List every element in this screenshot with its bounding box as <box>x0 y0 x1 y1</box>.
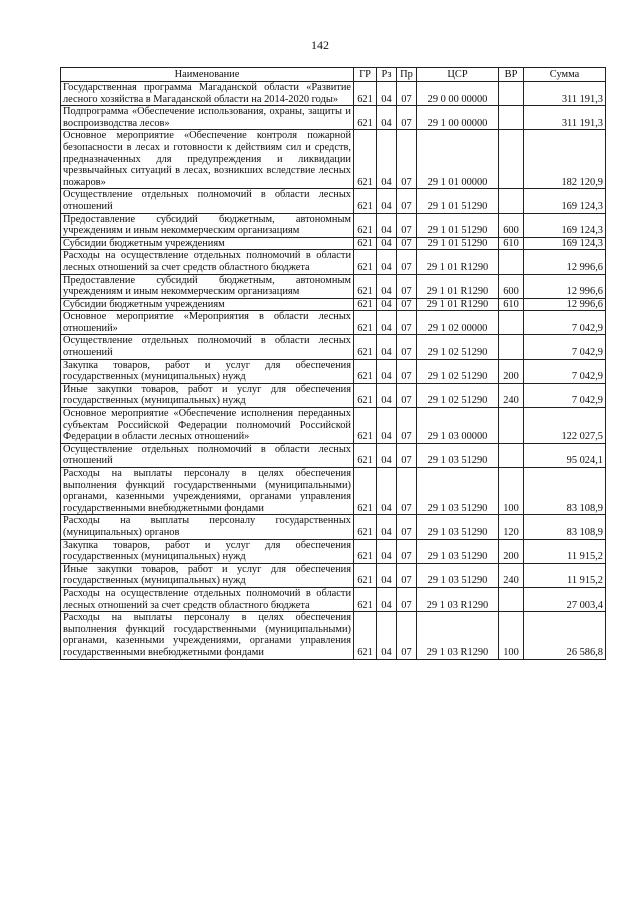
cell-sum: 7 042,9 <box>524 311 606 335</box>
cell-rz: 04 <box>377 612 397 659</box>
cell-gr: 621 <box>354 383 377 407</box>
cell-sum: 12 996,6 <box>524 250 606 274</box>
cell-csr: 29 1 01 51290 <box>417 213 499 237</box>
cell-rz: 04 <box>377 383 397 407</box>
cell-gr: 621 <box>354 250 377 274</box>
table-row <box>61 213 606 237</box>
cell-csr: 29 1 01 R1290 <box>417 250 499 274</box>
cell-vr: 100 <box>499 612 524 659</box>
cell-sum: 12 996,6 <box>524 274 606 298</box>
table-row <box>61 237 606 250</box>
table-header <box>61 68 606 82</box>
cell-pr: 07 <box>397 274 417 298</box>
header-name: Наименование <box>61 68 354 82</box>
cell-rz: 04 <box>377 213 397 237</box>
budget-table <box>60 67 606 660</box>
table-row <box>61 250 606 274</box>
cell-csr: 29 1 02 51290 <box>417 335 499 359</box>
cell-rz: 04 <box>377 298 397 311</box>
cell-sum: 169 124,3 <box>524 213 606 237</box>
cell-name: Закупка товаров, работ и услуг для обеспечения государственных (муниципальных) нужд <box>61 359 354 383</box>
cell-rz: 04 <box>377 335 397 359</box>
cell-gr: 621 <box>354 515 377 539</box>
cell-pr: 07 <box>397 468 417 515</box>
cell-pr: 07 <box>397 298 417 311</box>
cell-name: Основное мероприятие «Обеспечение исполнения переданных субъектам Российской Федерации полномочий Российской Федерации в области лесных отношений» <box>61 408 354 444</box>
table-row <box>61 130 606 189</box>
cell-name: Расходы на выплаты персоналу в целях обеспечения выполнения функций государственными (муниципальными) органами, казенными учреждениями, органами управления государственными внебюджетными фондами <box>61 612 354 659</box>
cell-pr: 07 <box>397 82 417 106</box>
cell-name: Подпрограмма «Обеспечение использования, охраны, защиты и воспроизводства лесов» <box>61 106 354 130</box>
cell-name: Иные закупки товаров, работ и услуг для обеспечения государственных (муниципальных) нужд <box>61 563 354 587</box>
cell-csr: 29 1 01 51290 <box>417 189 499 213</box>
cell-csr: 29 1 03 00000 <box>417 408 499 444</box>
cell-csr: 29 1 01 51290 <box>417 237 499 250</box>
cell-name: Расходы на осуществление отдельных полномочий в области лесных отношений за счет средств областного бюджета <box>61 250 354 274</box>
cell-name: Расходы на выплаты персоналу государственных (муниципальных) органов <box>61 515 354 539</box>
cell-vr <box>499 408 524 444</box>
cell-pr: 07 <box>397 213 417 237</box>
cell-vr: 600 <box>499 213 524 237</box>
cell-csr: 29 1 01 R1290 <box>417 298 499 311</box>
cell-sum: 311 191,3 <box>524 106 606 130</box>
table-row <box>61 383 606 407</box>
cell-pr: 07 <box>397 443 417 467</box>
cell-rz: 04 <box>377 563 397 587</box>
cell-gr: 621 <box>354 274 377 298</box>
cell-csr: 29 1 03 51290 <box>417 515 499 539</box>
table-row <box>61 443 606 467</box>
cell-rz: 04 <box>377 130 397 189</box>
cell-vr: 240 <box>499 383 524 407</box>
table-row <box>61 189 606 213</box>
cell-csr: 29 1 02 51290 <box>417 359 499 383</box>
cell-vr <box>499 189 524 213</box>
header-row <box>61 68 606 82</box>
cell-name: Государственная программа Магаданской области «Развитие лесного хозяйства в Магаданской области на 2014-2020 годы» <box>61 82 354 106</box>
cell-rz: 04 <box>377 189 397 213</box>
cell-gr: 621 <box>354 408 377 444</box>
cell-name: Основное мероприятие «Мероприятия в области лесных отношений» <box>61 311 354 335</box>
table-body <box>61 82 606 660</box>
table-row <box>61 274 606 298</box>
cell-vr: 200 <box>499 539 524 563</box>
cell-gr: 621 <box>354 311 377 335</box>
cell-vr <box>499 82 524 106</box>
cell-pr: 07 <box>397 237 417 250</box>
cell-csr: 29 1 03 51290 <box>417 468 499 515</box>
table-row <box>61 408 606 444</box>
cell-vr: 120 <box>499 515 524 539</box>
header-sum: Сумма <box>524 68 606 82</box>
cell-vr <box>499 587 524 611</box>
cell-rz: 04 <box>377 274 397 298</box>
table-row <box>61 82 606 106</box>
cell-csr: 29 1 01 R1290 <box>417 274 499 298</box>
cell-vr: 240 <box>499 563 524 587</box>
cell-sum: 95 024,1 <box>524 443 606 467</box>
cell-name: Расходы на выплаты персоналу в целях обеспечения выполнения функций государственными (муниципальными) органами, казенными учреждениями, органами управления государственными внебюджетными фондами <box>61 468 354 515</box>
cell-vr: 600 <box>499 274 524 298</box>
cell-name: Осуществление отдельных полномочий в области лесных отношений <box>61 443 354 467</box>
header-pr: Пр <box>397 68 417 82</box>
cell-rz: 04 <box>377 587 397 611</box>
cell-csr: 29 1 03 51290 <box>417 443 499 467</box>
cell-sum: 11 915,2 <box>524 539 606 563</box>
cell-csr: 29 0 00 00000 <box>417 82 499 106</box>
cell-name: Иные закупки товаров, работ и услуг для обеспечения государственных (муниципальных) нужд <box>61 383 354 407</box>
cell-rz: 04 <box>377 250 397 274</box>
header-gr: ГР <box>354 68 377 82</box>
cell-pr: 07 <box>397 311 417 335</box>
cell-gr: 621 <box>354 468 377 515</box>
cell-name: Субсидии бюджетным учреждениям <box>61 298 354 311</box>
cell-gr: 621 <box>354 189 377 213</box>
cell-name: Предоставление субсидий бюджетным, автономным учреждениям и иным некоммерческим организациям <box>61 274 354 298</box>
header-rz: Рз <box>377 68 397 82</box>
cell-rz: 04 <box>377 539 397 563</box>
cell-vr <box>499 443 524 467</box>
cell-csr: 29 1 03 R1290 <box>417 587 499 611</box>
cell-rz: 04 <box>377 237 397 250</box>
cell-name: Расходы на осуществление отдельных полномочий в области лесных отношений за счет средств областного бюджета <box>61 587 354 611</box>
cell-gr: 621 <box>354 563 377 587</box>
cell-sum: 83 108,9 <box>524 515 606 539</box>
cell-gr: 621 <box>354 237 377 250</box>
cell-gr: 621 <box>354 359 377 383</box>
cell-rz: 04 <box>377 359 397 383</box>
cell-gr: 621 <box>354 213 377 237</box>
cell-sum: 311 191,3 <box>524 82 606 106</box>
cell-pr: 07 <box>397 335 417 359</box>
table-row <box>61 563 606 587</box>
table-row <box>61 298 606 311</box>
table-row <box>61 587 606 611</box>
cell-csr: 29 1 01 00000 <box>417 130 499 189</box>
table-row <box>61 612 606 659</box>
cell-rz: 04 <box>377 106 397 130</box>
cell-name: Осуществление отдельных полномочий в области лесных отношений <box>61 335 354 359</box>
cell-sum: 169 124,3 <box>524 237 606 250</box>
cell-rz: 04 <box>377 82 397 106</box>
cell-vr <box>499 250 524 274</box>
cell-sum: 169 124,3 <box>524 189 606 213</box>
header-vr: ВР <box>499 68 524 82</box>
cell-sum: 7 042,9 <box>524 359 606 383</box>
cell-pr: 07 <box>397 250 417 274</box>
cell-csr: 29 1 03 51290 <box>417 563 499 587</box>
cell-gr: 621 <box>354 82 377 106</box>
cell-gr: 621 <box>354 298 377 311</box>
cell-gr: 621 <box>354 335 377 359</box>
cell-vr: 100 <box>499 468 524 515</box>
cell-sum: 122 027,5 <box>524 408 606 444</box>
cell-vr <box>499 335 524 359</box>
cell-sum: 7 042,9 <box>524 335 606 359</box>
cell-rz: 04 <box>377 443 397 467</box>
cell-gr: 621 <box>354 539 377 563</box>
cell-sum: 12 996,6 <box>524 298 606 311</box>
cell-name: Закупка товаров, работ и услуг для обеспечения государственных (муниципальных) нужд <box>61 539 354 563</box>
cell-pr: 07 <box>397 612 417 659</box>
cell-vr: 610 <box>499 237 524 250</box>
cell-gr: 621 <box>354 587 377 611</box>
cell-sum: 11 915,2 <box>524 563 606 587</box>
table-row <box>61 106 606 130</box>
cell-sum: 83 108,9 <box>524 468 606 515</box>
cell-vr <box>499 311 524 335</box>
cell-gr: 621 <box>354 106 377 130</box>
cell-sum: 182 120,9 <box>524 130 606 189</box>
cell-pr: 07 <box>397 383 417 407</box>
header-csr: ЦСР <box>417 68 499 82</box>
cell-pr: 07 <box>397 539 417 563</box>
cell-sum: 7 042,9 <box>524 383 606 407</box>
cell-sum: 26 586,8 <box>524 612 606 659</box>
cell-csr: 29 1 03 51290 <box>417 539 499 563</box>
cell-name: Основное мероприятие «Обеспечение контроля пожарной безопасности в лесах и готовности к действиям сил и средств, предназначенных для предупреждения и ликвидации чрезвычайных ситуаций в лесах, возникших вследствие лесных пожаров» <box>61 130 354 189</box>
cell-rz: 04 <box>377 515 397 539</box>
cell-sum: 27 003,4 <box>524 587 606 611</box>
cell-name: Субсидии бюджетным учреждениям <box>61 237 354 250</box>
cell-pr: 07 <box>397 359 417 383</box>
cell-csr: 29 1 02 00000 <box>417 311 499 335</box>
cell-pr: 07 <box>397 587 417 611</box>
page-number: 142 <box>311 38 329 52</box>
cell-gr: 621 <box>354 130 377 189</box>
cell-vr <box>499 130 524 189</box>
cell-pr: 07 <box>397 106 417 130</box>
cell-rz: 04 <box>377 311 397 335</box>
cell-name: Осуществление отдельных полномочий в области лесных отношений <box>61 189 354 213</box>
cell-rz: 04 <box>377 468 397 515</box>
cell-vr: 200 <box>499 359 524 383</box>
cell-vr <box>499 106 524 130</box>
cell-pr: 07 <box>397 563 417 587</box>
cell-name: Предоставление субсидий бюджетным, автономным учреждениям и иным некоммерческим организациям <box>61 213 354 237</box>
cell-gr: 621 <box>354 443 377 467</box>
cell-csr: 29 1 00 00000 <box>417 106 499 130</box>
table-row <box>61 335 606 359</box>
cell-pr: 07 <box>397 130 417 189</box>
table-row <box>61 515 606 539</box>
cell-pr: 07 <box>397 408 417 444</box>
cell-csr: 29 1 03 R1290 <box>417 612 499 659</box>
cell-csr: 29 1 02 51290 <box>417 383 499 407</box>
cell-pr: 07 <box>397 189 417 213</box>
table-row <box>61 468 606 515</box>
table-row <box>61 311 606 335</box>
cell-gr: 621 <box>354 612 377 659</box>
table-row <box>61 539 606 563</box>
cell-vr: 610 <box>499 298 524 311</box>
table-row <box>61 359 606 383</box>
cell-pr: 07 <box>397 515 417 539</box>
cell-rz: 04 <box>377 408 397 444</box>
